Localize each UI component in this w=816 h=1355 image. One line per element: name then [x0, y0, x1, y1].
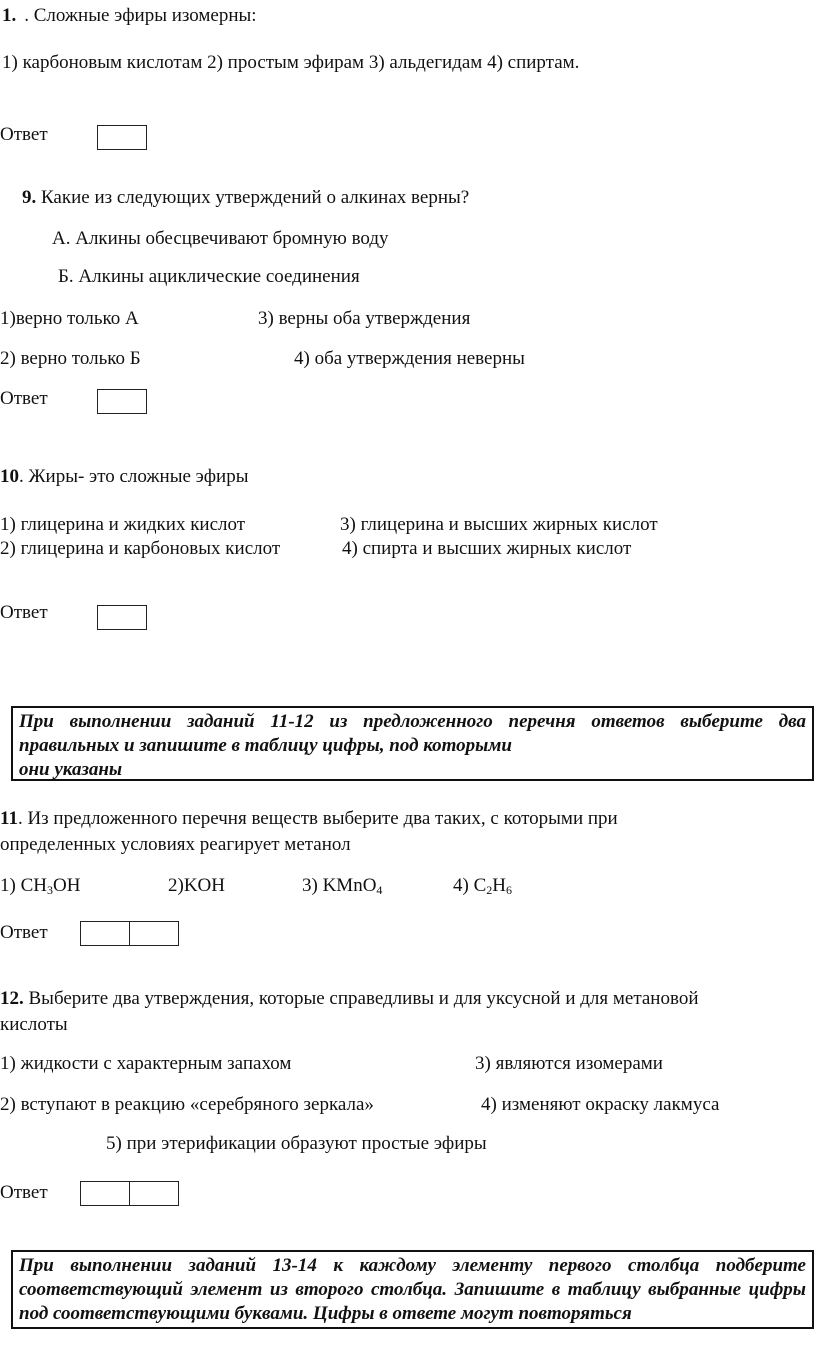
question-8-title — [2, 5, 257, 27]
question-10-title — [0, 466, 248, 488]
formula-subscript: 3 — [46, 883, 53, 897]
answer-box[interactable] — [97, 125, 147, 150]
option-4 — [453, 875, 512, 897]
option-4: 4) спирта и высших жирных кислот — [342, 538, 632, 559]
instruction-note — [11, 706, 814, 781]
question-number: 11 — [0, 808, 18, 829]
formula-part: OH — [52, 875, 81, 896]
answer-box[interactable] — [97, 389, 147, 414]
answer-cell-2[interactable] — [129, 922, 178, 945]
option-1: 1) глицерина и жидких кислот — [0, 514, 246, 535]
instruction-text-end: они указаны — [19, 759, 123, 780]
question-12-text-cont: кислоты — [0, 1014, 68, 1035]
option-3 — [302, 875, 382, 897]
option-2: 2) вступают в реакцию «серебряного зеркала» — [0, 1094, 374, 1115]
answer-label: Ответ — [0, 124, 48, 145]
formula-subscript: 2 — [486, 883, 493, 897]
formula-part: 1) CH — [0, 875, 47, 896]
option-1: 1)верно только А — [0, 308, 139, 329]
option-5: 5) при этерификации образуют простые эфиры — [106, 1133, 487, 1154]
question-number: 12. — [0, 988, 24, 1009]
option-1: 1) жидкости с характерным запахом — [0, 1053, 292, 1074]
question-number: 1. — [2, 5, 17, 26]
option-3: 3) верны оба утверждения — [258, 308, 471, 329]
question-number: 9. — [22, 187, 37, 208]
option-2: 2) верно только Б — [0, 348, 141, 369]
answer-box[interactable] — [97, 605, 147, 630]
question-number: 10 — [0, 466, 19, 487]
answer-label: Ответ — [0, 602, 48, 623]
option-2: 2)KOH — [168, 875, 225, 896]
question-11-text-cont: определенных условиях реагирует метанол — [0, 834, 351, 855]
option-2: 2) глицерина и карбоновых кислот — [0, 538, 281, 559]
question-text: Выберите два утверждения, которые справедливы и для уксусной и для метановой — [23, 988, 699, 1009]
option-1 — [0, 875, 80, 897]
answer-cell-1[interactable] — [81, 1182, 129, 1205]
question-9-title — [22, 187, 469, 209]
answer-cell-2[interactable] — [129, 1182, 178, 1205]
question-text: Какие из следующих утверждений о алкинах верны? — [36, 187, 470, 208]
formula-part: H — [492, 875, 506, 896]
answer-label: Ответ — [0, 1182, 48, 1203]
question-text: . Сложные эфиры изомерны: — [24, 5, 257, 26]
option-4: 4) изменяют окраску лакмуса — [481, 1094, 720, 1115]
formula-part: 4) C — [453, 875, 487, 896]
answer-table — [80, 1181, 179, 1206]
statement-b: Б. Алкины ациклические соединения — [58, 266, 360, 287]
answer-label: Ответ — [0, 922, 48, 943]
statement-a: А. Алкины обесцвечивают бромную воду — [52, 228, 389, 249]
question-12-title — [0, 988, 698, 1010]
question-text: . Жиры- это сложные эфиры — [19, 466, 249, 487]
instruction-note — [11, 1250, 814, 1329]
question-11-title — [0, 808, 618, 830]
option-4: 4) оба утверждения неверны — [294, 348, 525, 369]
instruction-text: При выполнении заданий 13-14 к каждому элементу первого столбца подберите соответствующий элемент из второго столбца. Запишите в таблицу выбранные цифры под соответствующими буквами. Цифры в ответе могут повторяться — [19, 1255, 806, 1324]
option-3: 3) глицерина и высших жирных кислот — [340, 514, 658, 535]
answer-label: Ответ — [0, 388, 48, 409]
formula-subscript: 6 — [505, 883, 512, 897]
instruction-text: При выполнении заданий 11-12 из предложенного перечня ответов выберите два правильных и запишите в таблицу цифры, под которыми — [19, 711, 806, 756]
formula-part: 3) KMnO — [302, 875, 377, 896]
option-3: 3) являются изомерами — [475, 1053, 663, 1074]
question-text: . Из предложенного перечня веществ выберите два таких, с которыми при — [17, 808, 618, 829]
question-8-options: 1) карбоновым кислотам 2) простым эфирам 3) альдегидам 4) спиртам. — [2, 52, 580, 73]
formula-subscript: 4 — [376, 883, 383, 897]
answer-table — [80, 921, 179, 946]
answer-cell-1[interactable] — [81, 922, 129, 945]
